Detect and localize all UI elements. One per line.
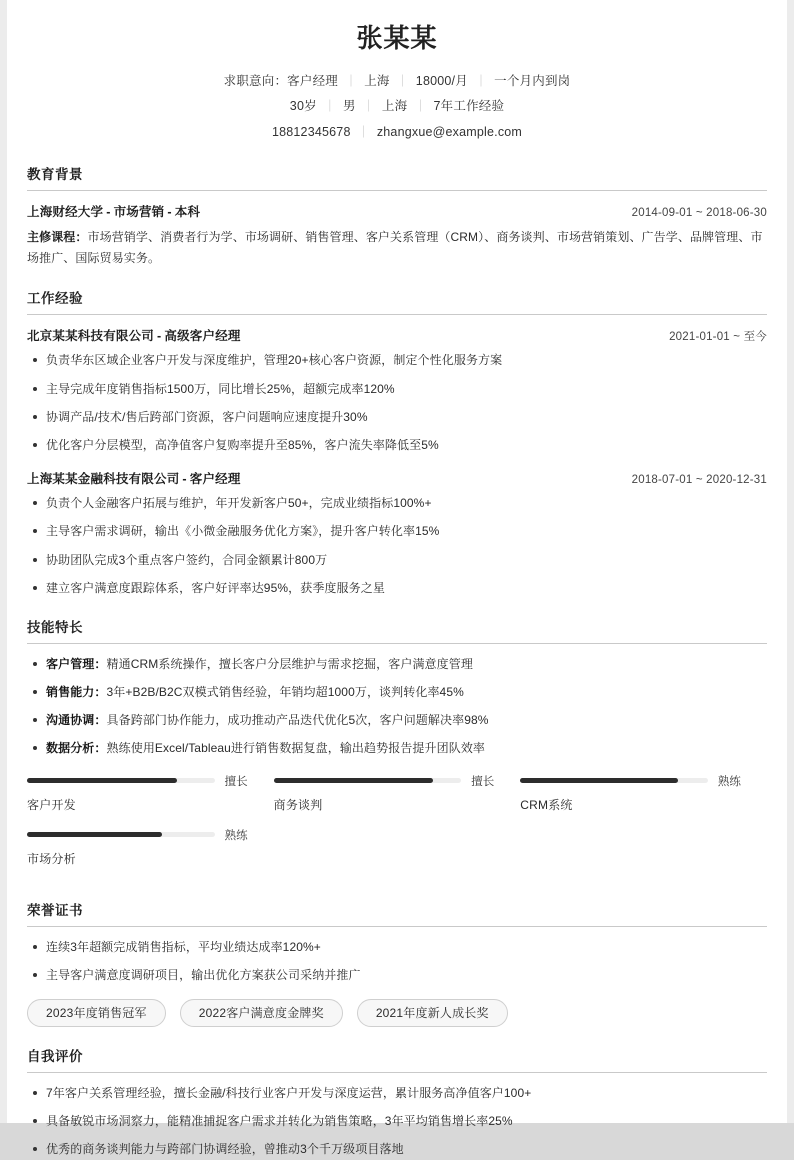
list-item: 协助团队完成3个重点客户签约，合同金额累计800万 bbox=[27, 551, 767, 570]
job-intent-position: 客户经理 bbox=[287, 73, 338, 88]
skill-label: 沟通协调： bbox=[46, 713, 107, 728]
section-experience bbox=[27, 287, 767, 598]
experience-date: 2021-01-01 ~ 至今 bbox=[669, 331, 767, 344]
school-name: 上海财经大学 bbox=[27, 205, 104, 220]
skill-bar-row bbox=[520, 773, 741, 789]
title-dash: - bbox=[182, 472, 187, 487]
major-name: 市场营销 bbox=[113, 205, 165, 220]
section-title-skills: 技能特长 bbox=[27, 619, 83, 635]
skill-bar-grid bbox=[27, 773, 767, 881]
skill-bar-name: CRM系统 bbox=[520, 797, 573, 812]
list-item: 负责个人金融客户拓展与维护，年开发新客户50+，完成业绩指标100%+ bbox=[27, 494, 767, 513]
education-title bbox=[27, 202, 200, 220]
skill-level-label: 熟练 bbox=[224, 829, 248, 842]
section-divider bbox=[27, 1072, 767, 1073]
job-intent-city: 上海 bbox=[364, 73, 390, 88]
job-role: 高级客户经理 bbox=[164, 329, 241, 344]
skill-bar-item bbox=[520, 773, 767, 813]
skill-bar-row bbox=[27, 827, 248, 843]
skill-bar-row bbox=[274, 773, 495, 789]
experience-bullets bbox=[27, 351, 767, 455]
separator-icon: ｜ bbox=[396, 73, 409, 88]
list-item bbox=[27, 683, 767, 702]
company-name: 上海某某金融科技有限公司 bbox=[27, 472, 180, 487]
skill-text: 精通CRM系统操作，擅长客户分层维护与需求挖掘，客户满意度管理 bbox=[106, 656, 473, 671]
section-title-experience: 工作经验 bbox=[27, 291, 83, 307]
phone-number[interactable]: 18812345678 bbox=[271, 124, 351, 139]
experience-title bbox=[27, 469, 241, 487]
skill-progress-track bbox=[27, 832, 215, 837]
section-skills bbox=[27, 616, 767, 881]
skill-text: 具备跨部门协作能力，成功推动产品迭代优化5次，客户问题解决率98% bbox=[106, 713, 489, 728]
skill-text: 3年+B2B/B2C双模式销售经验，年销均超1000万，谈判转化率45% bbox=[106, 685, 464, 700]
skill-progress-fill bbox=[520, 778, 678, 783]
section-divider bbox=[27, 926, 767, 927]
section-divider bbox=[27, 314, 767, 315]
list-item bbox=[27, 711, 767, 730]
contact-line bbox=[27, 120, 767, 146]
job-intent-line bbox=[27, 69, 767, 95]
list-item bbox=[27, 655, 767, 674]
candidate-name: 张某某 bbox=[356, 23, 438, 53]
separator-icon: ｜ bbox=[414, 99, 427, 114]
location: 上海 bbox=[381, 99, 408, 114]
skill-progress-fill bbox=[27, 778, 177, 783]
skill-progress-track bbox=[274, 778, 462, 783]
title-dash: - bbox=[157, 329, 162, 344]
skill-label: 数据分析： bbox=[46, 741, 107, 756]
experience-entry bbox=[27, 469, 767, 598]
list-item: 主导完成年度销售指标1500万，同比增长25%，超额完成率120% bbox=[27, 380, 767, 399]
list-item: 优化客户分层模型，高净值客户复购率提升至85%，客户流失率降低至5% bbox=[27, 436, 767, 455]
skill-progress-track bbox=[520, 778, 708, 783]
experience-entry-head bbox=[27, 469, 767, 487]
education-entry bbox=[27, 202, 767, 269]
summary-bullets bbox=[27, 1084, 767, 1160]
email-address[interactable]: zhangxue@example.com bbox=[376, 124, 523, 139]
education-courses bbox=[27, 227, 767, 269]
section-education bbox=[27, 163, 767, 269]
list-item bbox=[27, 739, 767, 758]
list-item: 协调产品/技术/售后跨部门资源，客户问题响应速度提升30% bbox=[27, 408, 767, 427]
section-title-summary: 自我评价 bbox=[27, 1049, 83, 1064]
list-item: 主导客户满意度调研项目，输出优化方案获公司采纳并推广 bbox=[27, 966, 767, 985]
courses-label: 主修课程： bbox=[27, 230, 88, 245]
company-name: 北京某某科技有限公司 bbox=[27, 329, 155, 344]
skill-bar-item bbox=[27, 773, 274, 813]
section-divider bbox=[27, 190, 767, 191]
age: 30岁 bbox=[289, 99, 317, 114]
skill-bar-name: 商务谈判 bbox=[273, 797, 323, 812]
skill-bar-item bbox=[274, 773, 521, 813]
job-intent-availability: 一个月内到岗 bbox=[494, 73, 571, 88]
honor-tag[interactable]: 2023年度销售冠军 bbox=[27, 999, 166, 1027]
courses-text: 市场营销学、消费者行为学、市场调研、销售管理、客户关系管理（CRM）、商务谈判、市场营销策划、广告学、品牌管理、市场推广、国际贸易实务。 bbox=[27, 230, 763, 266]
skill-label: 客户管理： bbox=[46, 656, 107, 671]
title-dash: - bbox=[167, 205, 172, 220]
personal-info-line bbox=[27, 94, 767, 120]
education-entry-head bbox=[27, 202, 767, 220]
skill-bar-item bbox=[27, 827, 274, 867]
years-experience: 7年工作经验 bbox=[433, 99, 505, 114]
section-honors bbox=[27, 899, 767, 1027]
job-role: 客户经理 bbox=[189, 472, 241, 487]
list-item: 主导客户需求调研，输出《小微金融服务优化方案》，提升客户转化率15% bbox=[27, 522, 767, 541]
honor-tag[interactable]: 2021年度新人成长奖 bbox=[357, 999, 508, 1027]
section-title-education: 教育背景 bbox=[27, 167, 83, 183]
skills-bullets bbox=[27, 655, 767, 759]
skill-label: 销售能力： bbox=[46, 685, 107, 700]
degree-name: 本科 bbox=[174, 205, 201, 220]
experience-entry-head bbox=[27, 326, 767, 344]
skill-progress-track bbox=[27, 778, 215, 783]
honor-tag[interactable]: 2022客户满意度金牌奖 bbox=[180, 999, 343, 1027]
skill-level-label: 擅长 bbox=[224, 775, 248, 788]
list-item: 7年客户关系管理经验，擅长金融/科技行业客户开发与深度运营，累计服务高净值客户100+ bbox=[27, 1084, 767, 1103]
job-intent-prefix: 求职意向： bbox=[223, 73, 288, 88]
skill-progress-fill bbox=[27, 832, 162, 837]
separator-icon: ｜ bbox=[344, 73, 358, 88]
title-dash: - bbox=[106, 205, 111, 220]
section-summary bbox=[27, 1045, 767, 1160]
skill-bar-name: 客户开发 bbox=[27, 797, 76, 812]
honor-tag-row bbox=[27, 999, 767, 1027]
skill-bar-name: 市场分析 bbox=[27, 851, 76, 866]
education-date: 2014-09-01 ~ 2018-06-30 bbox=[631, 207, 767, 220]
skill-level-label: 擅长 bbox=[471, 775, 495, 788]
list-item: 建立客户满意度跟踪体系，客户好评率达95%，获季度服务之星 bbox=[27, 579, 767, 598]
list-item: 具备敏锐市场洞察力，能精准捕捉客户需求并转化为销售策略，3年平均销售增长率25% bbox=[27, 1112, 767, 1131]
list-item: 优秀的商务谈判能力与跨部门协调经验，曾推动3个千万级项目落地 bbox=[27, 1140, 767, 1159]
skill-progress-fill bbox=[274, 778, 433, 783]
skill-level-label: 熟练 bbox=[717, 775, 741, 788]
experience-entry bbox=[27, 326, 767, 455]
experience-bullets bbox=[27, 494, 767, 598]
honors-bullets bbox=[27, 938, 767, 985]
section-title-honors: 荣誉证书 bbox=[27, 902, 83, 918]
job-intent-salary: 18000/月 bbox=[415, 73, 468, 88]
separator-icon: ｜ bbox=[323, 99, 337, 114]
separator-icon: ｜ bbox=[474, 73, 488, 88]
list-item: 负责华东区域企业客户开发与深度维护，管理20+核心客户资源，制定个性化服务方案 bbox=[27, 351, 767, 370]
separator-icon: ｜ bbox=[357, 124, 370, 139]
list-item: 连续3年超额完成销售指标，平均业绩达成率120%+ bbox=[27, 938, 767, 957]
skill-text: 熟练使用Excel/Tableau进行销售数据复盘，输出趋势报告提升团队效率 bbox=[106, 741, 486, 756]
gender: 男 bbox=[343, 99, 356, 114]
section-divider bbox=[27, 643, 767, 644]
experience-title bbox=[27, 326, 241, 344]
skill-bar-row bbox=[27, 773, 248, 789]
experience-date: 2018-07-01 ~ 2020-12-31 bbox=[631, 474, 767, 487]
resume-header bbox=[27, 0, 767, 145]
separator-icon: ｜ bbox=[362, 99, 375, 114]
